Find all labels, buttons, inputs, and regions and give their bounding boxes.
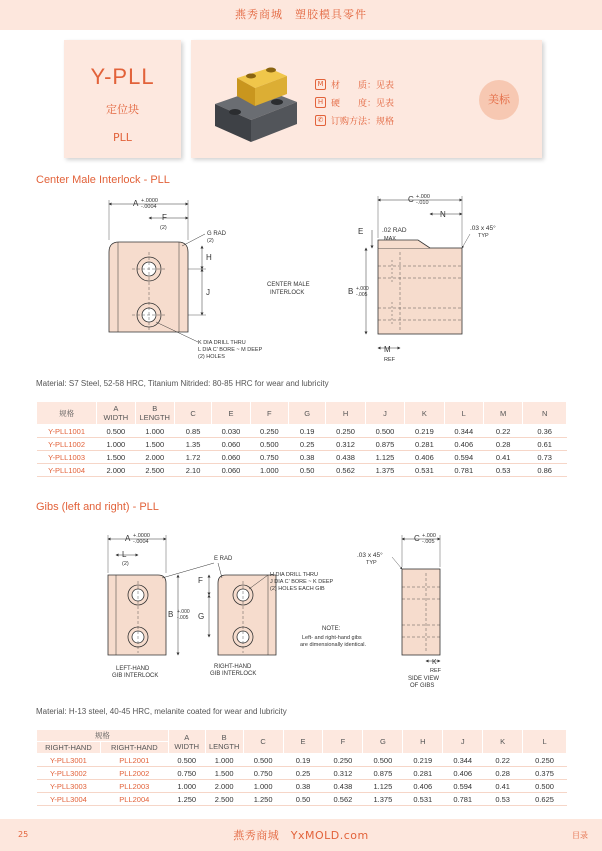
col-header: G	[363, 730, 403, 754]
standard-badge: 美标	[479, 80, 519, 120]
property-order	[315, 111, 394, 129]
product-render-image	[205, 50, 309, 150]
k-note-1: K DIA DRILL THRU	[198, 340, 246, 346]
h-note-1: H DIA DRILL THRU	[270, 572, 318, 578]
table-cell: 0.250	[323, 754, 363, 767]
rad-02-label: .02 RAD	[382, 227, 407, 234]
table-cell: 0.500	[243, 754, 283, 767]
section1-title: Center Male Interlock - PLL	[36, 174, 170, 186]
property-label: 材 质：见表	[331, 80, 395, 91]
table-cell: 0.438	[326, 451, 365, 464]
dim-a-label: A	[125, 534, 131, 543]
toc-link[interactable]: 目录	[572, 831, 588, 840]
table-cell: 1.000	[243, 780, 283, 793]
col-group-header: 规格	[37, 730, 169, 742]
dim-g-rad: G RAD	[207, 231, 227, 237]
table-cell: 0.060	[212, 451, 250, 464]
table-cell: 0.25	[289, 438, 326, 451]
table-cell: Y-PLL1001	[37, 425, 97, 438]
table-cell: 2.500	[135, 464, 174, 477]
col-header: RIGHT-HAND	[37, 742, 101, 754]
table-cell: 0.41	[483, 780, 523, 793]
table-cell: 0.19	[283, 754, 323, 767]
col-header: N	[523, 402, 567, 425]
property-list	[315, 75, 394, 129]
table-cell: 1.72	[174, 451, 211, 464]
table-cell: Y-PLL1003	[37, 451, 97, 464]
table-cell: 2.000	[135, 451, 174, 464]
table-cell: 0.25	[283, 767, 323, 780]
table-cell: 1.375	[365, 464, 404, 477]
table-cell: 1.250	[243, 793, 283, 806]
table-cell: 0.875	[363, 767, 403, 780]
section2-drawing	[0, 517, 602, 697]
table-cell: 0.500	[168, 754, 205, 767]
col-header: E	[212, 402, 250, 425]
table-cell: 0.250	[326, 425, 365, 438]
table-cell: 0.594	[443, 780, 483, 793]
dim-c-tol: -.010	[416, 200, 429, 206]
table-row	[37, 754, 567, 767]
dim-b-tol: +.000	[177, 609, 190, 615]
dim-c-tol: -.005	[422, 539, 435, 545]
col-header: B LENGTH	[205, 730, 243, 754]
page-number: 25	[18, 830, 29, 839]
table-cell: 0.53	[483, 793, 523, 806]
table-row	[37, 780, 567, 793]
col-header: K	[483, 730, 523, 754]
note-title: NOTE:	[322, 626, 341, 632]
phone-icon: ✆	[315, 115, 326, 126]
dim-c-label: C	[414, 534, 420, 543]
m-icon: M	[315, 79, 326, 90]
table-row	[37, 451, 567, 464]
chamfer-label: .03 x 45°	[470, 225, 496, 232]
h-note-2: J DIA C’ BORE ~ K DEEP	[270, 579, 334, 585]
table-cell: Y-PLL1004	[37, 464, 97, 477]
property-label: 硬 度：见表	[331, 98, 395, 109]
table-cell: 0.28	[483, 767, 523, 780]
dim-h-label: H	[206, 253, 212, 262]
product-title-card	[64, 40, 181, 158]
k-note-3: (2) HOLES	[198, 354, 225, 360]
table-cell: 0.781	[443, 793, 483, 806]
table-row	[37, 425, 567, 438]
table-cell: 0.750	[168, 767, 205, 780]
table-cell: 0.562	[326, 464, 365, 477]
table-cell: 1.500	[135, 438, 174, 451]
table-row	[37, 767, 567, 780]
dim-k-label: K	[432, 659, 437, 666]
section1-material: Material: S7 Steel, 52-58 HRC, Titanium Nitrided: 80-85 HRC for wear and lubricity	[36, 379, 329, 388]
k-note-2: L DIA C’ BORE ~ M DEEP	[198, 347, 263, 353]
col-header: B LENGTH	[135, 402, 174, 425]
table-cell: 1.000	[97, 438, 135, 451]
table-cell: 0.060	[212, 438, 250, 451]
table-cell: 0.41	[483, 451, 522, 464]
table-cell: 2.000	[205, 780, 243, 793]
center-label-2: INTERLOCK	[270, 290, 305, 296]
table-cell: 0.625	[523, 793, 567, 806]
table-header-row	[37, 730, 567, 742]
col-header: 规格	[37, 402, 97, 425]
table-cell: 1.000	[205, 754, 243, 767]
rad-max-label: MAX	[384, 236, 396, 242]
dim-a-tol: +.0000	[133, 533, 150, 539]
table-cell: 0.53	[483, 464, 522, 477]
table-cell: 0.781	[444, 464, 483, 477]
col-header: C	[243, 730, 283, 754]
dim-e-label: E	[358, 227, 364, 236]
right-gib-caption-1: RIGHT-HAND	[214, 664, 252, 670]
table-cell: 0.531	[405, 464, 444, 477]
table-cell: 0.281	[403, 767, 443, 780]
product-info-card	[191, 40, 542, 158]
table-cell: Y-PLL3002	[37, 767, 101, 780]
dim-b-tol: -.005	[177, 615, 189, 621]
dim-a-label: A	[133, 199, 139, 208]
table-cell: 0.500	[363, 754, 403, 767]
property-material	[315, 75, 394, 93]
col-header: J	[443, 730, 483, 754]
dim-b-tol: -.005	[356, 292, 368, 298]
right-gib-caption-2: GIB INTERLOCK	[210, 671, 257, 677]
table-cell: 2.10	[174, 464, 211, 477]
dim-c-tol: +.000	[422, 533, 436, 539]
table-cell: 0.531	[403, 793, 443, 806]
table-cell: 1.500	[97, 451, 135, 464]
table-cell: 0.500	[523, 780, 567, 793]
table-cell: 0.406	[444, 438, 483, 451]
col-header: H	[326, 402, 365, 425]
dim-l-note: (2)	[122, 561, 129, 567]
dim-f-label: F	[198, 576, 203, 585]
table-cell: 0.50	[289, 464, 326, 477]
table-row	[37, 438, 567, 451]
col-header: L	[444, 402, 483, 425]
col-header: J	[365, 402, 404, 425]
table-cell: 0.219	[403, 754, 443, 767]
left-gib-caption-2: GIB INTERLOCK	[112, 673, 159, 679]
table-header-row	[37, 402, 567, 425]
col-header: L	[523, 730, 567, 754]
dim-a-tol: +.0000	[141, 198, 158, 204]
table-cell: 0.22	[483, 754, 523, 767]
table-cell: 0.562	[323, 793, 363, 806]
dim-l-label: L	[122, 550, 127, 559]
table-cell: Y-PLL1002	[37, 438, 97, 451]
table-cell: 1.000	[250, 464, 288, 477]
side-view-caption-1: SIDE VIEW	[408, 676, 440, 682]
table-cell: 0.50	[283, 793, 323, 806]
table-cell: 0.375	[523, 767, 567, 780]
banner-title: 燕秀商城 塑胶模具零件	[235, 8, 367, 21]
table-cell: 1.125	[363, 780, 403, 793]
center-label-1: CENTER MALE	[267, 282, 310, 288]
table-cell: 0.312	[326, 438, 365, 451]
dim-n-label: N	[440, 210, 446, 219]
table-row	[37, 793, 567, 806]
top-banner	[0, 0, 602, 30]
dim-b-label: B	[168, 610, 174, 619]
table-cell: Y-PLL3004	[37, 793, 101, 806]
table-cell: 0.438	[323, 780, 363, 793]
col-header: M	[483, 402, 522, 425]
section2-material: Material: H-13 steel, 40-45 HRC, melanite coated for wear and lubricity	[36, 707, 287, 716]
table-cell: Y-PLL3003	[37, 780, 101, 793]
table-cell: 2.000	[97, 464, 135, 477]
property-label: 订购方法：规格	[331, 116, 395, 127]
chamfer-label: .03 x 45°	[357, 552, 383, 559]
dim-a-tol: -.0004	[141, 204, 157, 210]
section1-spec-table	[36, 401, 567, 477]
dim-c-label: C	[408, 195, 414, 204]
product-name-cn: 定位块	[106, 103, 139, 116]
table-cell: 0.406	[403, 780, 443, 793]
col-header: F	[250, 402, 288, 425]
table-cell: 0.73	[523, 451, 567, 464]
col-header: RIGHT-HAND	[100, 742, 168, 754]
table-cell: 0.250	[250, 425, 288, 438]
chamfer-typ: TYP	[366, 560, 377, 566]
note-line-2: are dimensionally identical.	[300, 642, 367, 648]
table-cell: 0.38	[289, 451, 326, 464]
col-header: A WIDTH	[168, 730, 205, 754]
dim-g-note: (2)	[207, 238, 214, 244]
table-cell: 0.344	[443, 754, 483, 767]
section2-spec-table	[36, 729, 567, 806]
dim-m-label: M	[384, 345, 391, 354]
dim-e-rad: E RAD	[214, 556, 233, 562]
table-cell: 1.375	[363, 793, 403, 806]
table-row	[37, 464, 567, 477]
dim-m-ref: REF	[384, 357, 395, 363]
table-cell: 0.500	[250, 438, 288, 451]
table-cell: 1.125	[365, 451, 404, 464]
dim-k-ref: REF	[430, 668, 441, 674]
table-cell: 2.500	[205, 793, 243, 806]
table-cell: 0.500	[365, 425, 404, 438]
table-cell: 0.85	[174, 425, 211, 438]
col-header: A WIDTH	[97, 402, 135, 425]
col-header: K	[405, 402, 444, 425]
h-icon: H	[315, 97, 326, 108]
table-cell: 1.250	[168, 793, 205, 806]
dim-f-note: (2)	[160, 225, 167, 231]
table-cell: PLL2003	[100, 780, 168, 793]
table-cell: 0.030	[212, 425, 250, 438]
col-header: C	[174, 402, 211, 425]
table-cell: 0.86	[523, 464, 567, 477]
table-cell: PLL2002	[100, 767, 168, 780]
dim-a-tol: -.0004	[133, 539, 149, 545]
section2-title: Gibs (left and right) - PLL	[36, 501, 159, 513]
table-cell: 0.750	[243, 767, 283, 780]
side-view-caption-2: OF GIBS	[410, 683, 435, 689]
table-cell: Y-PLL3001	[37, 754, 101, 767]
table-cell: 0.22	[483, 425, 522, 438]
product-abbr: PLL	[113, 131, 132, 144]
table-cell: 0.250	[523, 754, 567, 767]
section1-drawing	[0, 190, 602, 370]
table-cell: 0.344	[444, 425, 483, 438]
product-code: Y-PLL	[90, 64, 155, 89]
table-cell: 0.61	[523, 438, 567, 451]
h-note-3: (2) HOLES EACH GIB	[270, 586, 325, 592]
table-cell: 0.281	[405, 438, 444, 451]
table-cell: 0.36	[523, 425, 567, 438]
property-hardness	[315, 93, 394, 111]
table-cell: 1.000	[168, 780, 205, 793]
table-cell: 0.500	[97, 425, 135, 438]
table-cell: 0.406	[405, 451, 444, 464]
table-cell: 1.000	[135, 425, 174, 438]
note-line-1: Left- and right-hand gibs	[302, 635, 362, 641]
dim-j-label: J	[206, 288, 210, 297]
page-footer	[0, 819, 602, 851]
footer-brand: 燕秀商城 YxMOLD.com	[233, 829, 369, 842]
table-cell: 0.594	[444, 451, 483, 464]
table-cell: 0.19	[289, 425, 326, 438]
table-cell: 0.406	[443, 767, 483, 780]
table-cell: 0.219	[405, 425, 444, 438]
table-cell: 0.312	[323, 767, 363, 780]
col-header: H	[403, 730, 443, 754]
table-cell: 0.28	[483, 438, 522, 451]
table-cell: 0.750	[250, 451, 288, 464]
dim-g-label: G	[198, 612, 205, 621]
dim-f-label: F	[162, 213, 167, 222]
table-cell: PLL2004	[100, 793, 168, 806]
table-cell: 0.38	[283, 780, 323, 793]
table-cell: 1.35	[174, 438, 211, 451]
col-header: E	[283, 730, 323, 754]
table-cell: 1.500	[205, 767, 243, 780]
table-cell: 0.060	[212, 464, 250, 477]
col-header: F	[323, 730, 363, 754]
left-gib-caption-1: LEFT-HAND	[116, 666, 150, 672]
dim-b-label: B	[348, 287, 354, 296]
dim-b-tol: +.000	[356, 286, 369, 292]
chamfer-typ: TYP	[478, 233, 489, 239]
table-cell: PLL2001	[100, 754, 168, 767]
dim-c-tol: +.000	[416, 194, 430, 200]
table-cell: 0.875	[365, 438, 404, 451]
col-header: G	[289, 402, 326, 425]
